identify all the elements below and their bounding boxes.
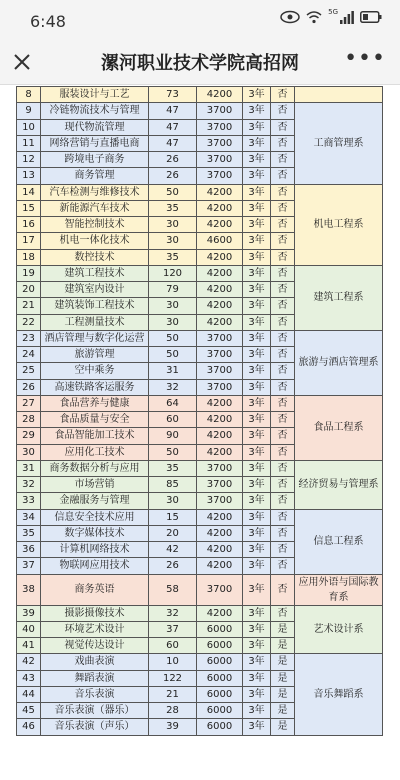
tuition-fee-cell: 6000 (197, 686, 243, 702)
major-name-cell: 音乐表演 (41, 686, 149, 702)
major-name-cell: 信息安全技术应用 (41, 509, 149, 525)
tuition-fee-cell: 6000 (197, 638, 243, 654)
row-number-cell: 45 (17, 703, 41, 719)
study-length-cell: 3年 (243, 217, 271, 233)
major-name-cell: 数字媒体技术 (41, 525, 149, 541)
art-flag-cell: 否 (271, 265, 295, 281)
enrollment-plan-cell: 120 (149, 265, 197, 281)
tuition-fee-cell: 4600 (197, 233, 243, 249)
row-number-cell: 39 (17, 605, 41, 621)
tuition-fee-cell: 3700 (197, 477, 243, 493)
department-cell: 建筑工程系 (295, 265, 383, 330)
art-flag-cell: 否 (271, 347, 295, 363)
study-length-cell: 3年 (243, 200, 271, 216)
enrollment-plan-cell: 30 (149, 298, 197, 314)
admissions-table-container[interactable] (16, 86, 382, 736)
enrollment-plan-cell: 47 (149, 103, 197, 119)
study-length-cell: 3年 (243, 509, 271, 525)
art-flag-cell: 否 (271, 412, 295, 428)
tuition-fee-cell: 3700 (197, 135, 243, 151)
table-body (17, 87, 383, 736)
table-row (17, 395, 383, 411)
major-name-cell: 跨境电子商务 (41, 152, 149, 168)
study-length-cell: 3年 (243, 574, 271, 605)
nav-bar (0, 40, 400, 85)
wifi-icon (306, 10, 322, 24)
study-length-cell: 3年 (243, 184, 271, 200)
row-number-cell: 28 (17, 412, 41, 428)
row-number-cell: 32 (17, 477, 41, 493)
row-number-cell: 33 (17, 493, 41, 509)
art-flag-cell: 否 (271, 542, 295, 558)
major-name-cell: 建筑装饰工程技术 (41, 298, 149, 314)
table-row (17, 605, 383, 621)
tuition-fee-cell: 4200 (197, 314, 243, 330)
major-name-cell: 高速铁路客运服务 (41, 379, 149, 395)
major-name-cell: 汽车检测与维修技术 (41, 184, 149, 200)
tuition-fee-cell: 3700 (197, 347, 243, 363)
study-length-cell: 3年 (243, 152, 271, 168)
department-cell (295, 87, 383, 103)
tuition-fee-cell: 6000 (197, 621, 243, 637)
row-number-cell: 13 (17, 168, 41, 184)
study-length-cell: 3年 (243, 87, 271, 103)
study-length-cell: 3年 (243, 168, 271, 184)
enrollment-plan-cell: 50 (149, 184, 197, 200)
row-number-cell: 26 (17, 379, 41, 395)
tuition-fee-cell: 3700 (197, 152, 243, 168)
art-flag-cell: 否 (271, 493, 295, 509)
enrollment-plan-cell: 30 (149, 314, 197, 330)
enrollment-plan-cell: 30 (149, 233, 197, 249)
tuition-fee-cell: 4200 (197, 200, 243, 216)
tuition-fee-cell: 4200 (197, 265, 243, 281)
enrollment-plan-cell: 50 (149, 444, 197, 460)
tuition-fee-cell: 4200 (197, 87, 243, 103)
tuition-fee-cell: 6000 (197, 703, 243, 719)
art-flag-cell: 否 (271, 87, 295, 103)
major-name-cell: 戏曲表演 (41, 654, 149, 670)
row-number-cell: 19 (17, 265, 41, 281)
department-cell: 经济贸易与管理系 (295, 460, 383, 509)
enrollment-plan-cell: 37 (149, 621, 197, 637)
art-flag-cell: 否 (271, 217, 295, 233)
row-number-cell: 15 (17, 200, 41, 216)
enrollment-plan-cell: 60 (149, 638, 197, 654)
enrollment-plan-cell: 64 (149, 395, 197, 411)
tuition-fee-cell: 4200 (197, 428, 243, 444)
study-length-cell: 3年 (243, 119, 271, 135)
page-title: 漯河职业技术学院高招网 (101, 53, 299, 74)
enrollment-plan-cell: 32 (149, 605, 197, 621)
study-length-cell: 3年 (243, 379, 271, 395)
enrollment-plan-cell: 15 (149, 509, 197, 525)
art-flag-cell: 否 (271, 395, 295, 411)
major-name-cell: 商务数据分析与应用 (41, 460, 149, 476)
study-length-cell: 3年 (243, 412, 271, 428)
department-cell: 应用外语与国际教育系 (295, 574, 383, 605)
study-length-cell: 3年 (243, 621, 271, 637)
tuition-fee-cell: 3700 (197, 363, 243, 379)
row-number-cell: 30 (17, 444, 41, 460)
tuition-fee-cell: 4200 (197, 298, 243, 314)
art-flag-cell: 否 (271, 119, 295, 135)
art-flag-cell: 是 (271, 703, 295, 719)
major-name-cell: 服装设计与工艺 (41, 87, 149, 103)
enrollment-plan-cell: 90 (149, 428, 197, 444)
row-number-cell: 37 (17, 558, 41, 574)
tuition-fee-cell: 3700 (197, 574, 243, 605)
art-flag-cell: 否 (271, 314, 295, 330)
row-number-cell: 35 (17, 525, 41, 541)
study-length-cell: 3年 (243, 265, 271, 281)
enrollment-plan-cell: 30 (149, 217, 197, 233)
department-cell: 机电工程系 (295, 184, 383, 265)
row-number-cell: 43 (17, 670, 41, 686)
major-name-cell: 金融服务与管理 (41, 493, 149, 509)
table-row (17, 265, 383, 281)
row-number-cell: 9 (17, 103, 41, 119)
tuition-fee-cell: 4200 (197, 444, 243, 460)
table-row (17, 460, 383, 476)
major-name-cell: 机电一体化技术 (41, 233, 149, 249)
enrollment-plan-cell: 10 (149, 654, 197, 670)
tuition-fee-cell: 3700 (197, 168, 243, 184)
row-number-cell: 24 (17, 347, 41, 363)
tuition-fee-cell: 4200 (197, 217, 243, 233)
row-number-cell: 18 (17, 249, 41, 265)
row-number-cell: 46 (17, 719, 41, 735)
major-name-cell: 建筑室内设计 (41, 282, 149, 298)
major-name-cell: 音乐表演（器乐） (41, 703, 149, 719)
art-flag-cell: 否 (271, 103, 295, 119)
more-options-icon[interactable]: ••• (344, 46, 386, 71)
art-flag-cell: 否 (271, 184, 295, 200)
study-length-cell: 3年 (243, 719, 271, 735)
tuition-fee-cell: 3700 (197, 330, 243, 346)
row-number-cell: 40 (17, 621, 41, 637)
row-number-cell: 34 (17, 509, 41, 525)
enrollment-plan-cell: 39 (149, 719, 197, 735)
table-row (17, 574, 383, 605)
row-number-cell: 8 (17, 87, 41, 103)
enrollment-plan-cell: 79 (149, 282, 197, 298)
major-name-cell: 商务英语 (41, 574, 149, 605)
major-name-cell: 空中乘务 (41, 363, 149, 379)
enrollment-plan-cell: 58 (149, 574, 197, 605)
enrollment-plan-cell: 35 (149, 249, 197, 265)
art-flag-cell: 否 (271, 477, 295, 493)
department-cell: 旅游与酒店管理系 (295, 330, 383, 395)
status-time: 6:48 (30, 12, 66, 31)
tuition-fee-cell: 4200 (197, 605, 243, 621)
study-length-cell: 3年 (243, 542, 271, 558)
art-flag-cell: 否 (271, 574, 295, 605)
tuition-fee-cell: 4200 (197, 282, 243, 298)
tuition-fee-cell: 3700 (197, 493, 243, 509)
art-flag-cell: 否 (271, 509, 295, 525)
art-flag-cell: 否 (271, 379, 295, 395)
art-flag-cell: 是 (271, 670, 295, 686)
major-name-cell: 视觉传达设计 (41, 638, 149, 654)
enrollment-plan-cell: 47 (149, 135, 197, 151)
department-cell: 艺术设计系 (295, 605, 383, 654)
row-number-cell: 38 (17, 574, 41, 605)
row-number-cell: 22 (17, 314, 41, 330)
study-length-cell: 3年 (243, 428, 271, 444)
row-number-cell: 17 (17, 233, 41, 249)
enrollment-plan-cell: 30 (149, 493, 197, 509)
major-name-cell: 食品质量与安全 (41, 412, 149, 428)
major-name-cell: 商务管理 (41, 168, 149, 184)
tuition-fee-cell: 4200 (197, 558, 243, 574)
table-row (17, 87, 383, 103)
art-flag-cell: 否 (271, 525, 295, 541)
study-length-cell: 3年 (243, 444, 271, 460)
tuition-fee-cell: 3700 (197, 460, 243, 476)
row-number-cell: 21 (17, 298, 41, 314)
major-name-cell: 环境艺术设计 (41, 621, 149, 637)
study-length-cell: 3年 (243, 460, 271, 476)
tuition-fee-cell: 4200 (197, 249, 243, 265)
art-flag-cell: 否 (271, 249, 295, 265)
study-length-cell: 3年 (243, 477, 271, 493)
study-length-cell: 3年 (243, 525, 271, 541)
tuition-fee-cell: 6000 (197, 654, 243, 670)
department-cell: 音乐舞蹈系 (295, 654, 383, 735)
major-name-cell: 数控技术 (41, 249, 149, 265)
major-name-cell: 网络营销与直播电商 (41, 135, 149, 151)
art-flag-cell: 否 (271, 200, 295, 216)
study-length-cell: 3年 (243, 347, 271, 363)
row-number-cell: 20 (17, 282, 41, 298)
art-flag-cell: 否 (271, 558, 295, 574)
major-name-cell: 冷链物流技术与管理 (41, 103, 149, 119)
major-name-cell: 音乐表演（声乐） (41, 719, 149, 735)
enrollment-plan-cell: 26 (149, 558, 197, 574)
department-cell: 食品工程系 (295, 395, 383, 460)
art-flag-cell: 否 (271, 363, 295, 379)
art-flag-cell: 是 (271, 654, 295, 670)
network-type: 5G (328, 8, 338, 16)
row-number-cell: 11 (17, 135, 41, 151)
study-length-cell: 3年 (243, 314, 271, 330)
row-number-cell: 27 (17, 395, 41, 411)
tuition-fee-cell: 3700 (197, 119, 243, 135)
art-flag-cell: 否 (271, 428, 295, 444)
enrollment-plan-cell: 32 (149, 379, 197, 395)
art-flag-cell: 是 (271, 638, 295, 654)
department-cell: 工商管理系 (295, 103, 383, 184)
enrollment-plan-cell: 42 (149, 542, 197, 558)
tuition-fee-cell: 4200 (197, 184, 243, 200)
art-flag-cell: 否 (271, 444, 295, 460)
tuition-fee-cell: 6000 (197, 719, 243, 735)
enrollment-plan-cell: 50 (149, 330, 197, 346)
row-number-cell: 10 (17, 119, 41, 135)
art-flag-cell: 是 (271, 621, 295, 637)
art-flag-cell: 否 (271, 298, 295, 314)
tuition-fee-cell: 3700 (197, 103, 243, 119)
table-row (17, 509, 383, 525)
enrollment-plan-cell: 20 (149, 525, 197, 541)
tuition-fee-cell: 4200 (197, 525, 243, 541)
study-length-cell: 3年 (243, 298, 271, 314)
enrollment-plan-cell: 26 (149, 152, 197, 168)
enrollment-plan-cell: 85 (149, 477, 197, 493)
major-name-cell: 旅游管理 (41, 347, 149, 363)
row-number-cell: 42 (17, 654, 41, 670)
major-name-cell: 应用化工技术 (41, 444, 149, 460)
row-number-cell: 14 (17, 184, 41, 200)
tuition-fee-cell: 3700 (197, 379, 243, 395)
art-flag-cell: 是 (271, 686, 295, 702)
study-length-cell: 3年 (243, 282, 271, 298)
study-length-cell: 3年 (243, 654, 271, 670)
major-name-cell: 食品营养与健康 (41, 395, 149, 411)
admissions-table (16, 86, 383, 736)
major-name-cell: 酒店管理与数字化运营 (41, 330, 149, 346)
enrollment-plan-cell: 21 (149, 686, 197, 702)
enrollment-plan-cell: 28 (149, 703, 197, 719)
row-number-cell: 23 (17, 330, 41, 346)
major-name-cell: 摄影摄像技术 (41, 605, 149, 621)
enrollment-plan-cell: 47 (149, 119, 197, 135)
eye-icon (280, 10, 300, 24)
enrollment-plan-cell: 35 (149, 460, 197, 476)
major-name-cell: 食品智能加工技术 (41, 428, 149, 444)
study-length-cell: 3年 (243, 670, 271, 686)
enrollment-plan-cell: 26 (149, 168, 197, 184)
system-icons (280, 10, 382, 24)
table-row (17, 654, 383, 670)
study-length-cell: 3年 (243, 363, 271, 379)
study-length-cell: 3年 (243, 233, 271, 249)
row-number-cell: 29 (17, 428, 41, 444)
study-length-cell: 3年 (243, 605, 271, 621)
art-flag-cell: 否 (271, 233, 295, 249)
enrollment-plan-cell: 35 (149, 200, 197, 216)
enrollment-plan-cell: 60 (149, 412, 197, 428)
art-flag-cell: 是 (271, 719, 295, 735)
tuition-fee-cell: 4200 (197, 509, 243, 525)
study-length-cell: 3年 (243, 249, 271, 265)
row-number-cell: 12 (17, 152, 41, 168)
major-name-cell: 现代物流管理 (41, 119, 149, 135)
study-length-cell: 3年 (243, 330, 271, 346)
row-number-cell: 36 (17, 542, 41, 558)
tuition-fee-cell: 6000 (197, 670, 243, 686)
study-length-cell: 3年 (243, 703, 271, 719)
study-length-cell: 3年 (243, 686, 271, 702)
study-length-cell: 3年 (243, 493, 271, 509)
art-flag-cell: 否 (271, 152, 295, 168)
enrollment-plan-cell: 73 (149, 87, 197, 103)
row-number-cell: 41 (17, 638, 41, 654)
major-name-cell: 计算机网络技术 (41, 542, 149, 558)
art-flag-cell: 否 (271, 605, 295, 621)
study-length-cell: 3年 (243, 103, 271, 119)
art-flag-cell: 否 (271, 460, 295, 476)
study-length-cell: 3年 (243, 395, 271, 411)
row-number-cell: 44 (17, 686, 41, 702)
tuition-fee-cell: 4200 (197, 542, 243, 558)
major-name-cell: 新能源汽车技术 (41, 200, 149, 216)
status-bar (0, 0, 400, 40)
major-name-cell: 舞蹈表演 (41, 670, 149, 686)
art-flag-cell: 否 (271, 168, 295, 184)
art-flag-cell: 否 (271, 282, 295, 298)
tuition-fee-cell: 4200 (197, 395, 243, 411)
major-name-cell: 智能控制技术 (41, 217, 149, 233)
row-number-cell: 31 (17, 460, 41, 476)
table-row (17, 184, 383, 200)
enrollment-plan-cell: 122 (149, 670, 197, 686)
department-cell: 信息工程系 (295, 509, 383, 574)
study-length-cell: 3年 (243, 135, 271, 151)
art-flag-cell: 否 (271, 135, 295, 151)
table-row (17, 330, 383, 346)
row-number-cell: 16 (17, 217, 41, 233)
major-name-cell: 物联网应用技术 (41, 558, 149, 574)
major-name-cell: 工程测量技术 (41, 314, 149, 330)
signal-icon (340, 10, 354, 24)
major-name-cell: 建筑工程技术 (41, 265, 149, 281)
art-flag-cell: 否 (271, 330, 295, 346)
study-length-cell: 3年 (243, 558, 271, 574)
battery-icon (360, 11, 382, 23)
table-row (17, 103, 383, 119)
enrollment-plan-cell: 31 (149, 363, 197, 379)
enrollment-plan-cell: 50 (149, 347, 197, 363)
tuition-fee-cell: 4200 (197, 412, 243, 428)
study-length-cell: 3年 (243, 638, 271, 654)
major-name-cell: 市场营销 (41, 477, 149, 493)
row-number-cell: 25 (17, 363, 41, 379)
